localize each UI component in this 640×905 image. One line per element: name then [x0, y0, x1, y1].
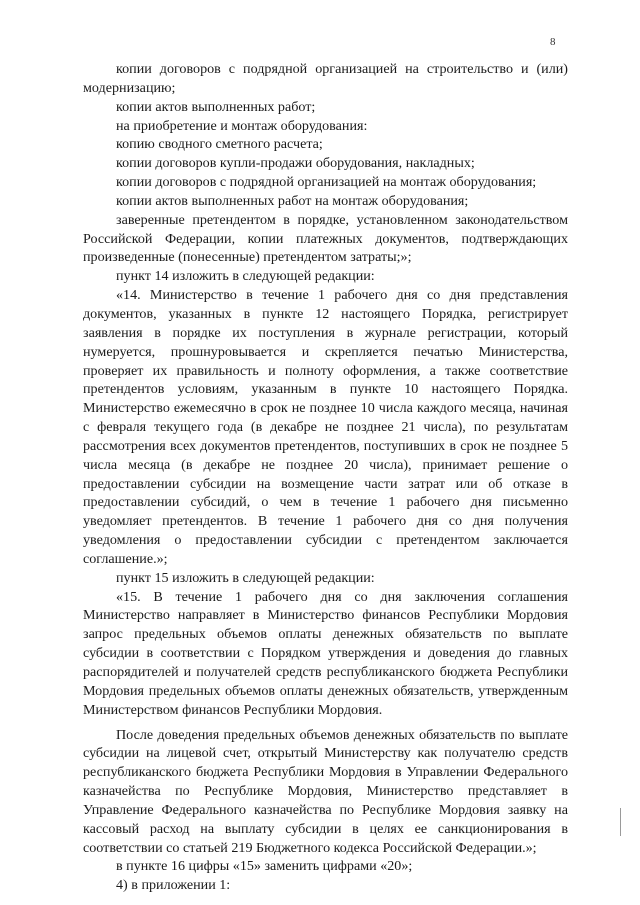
- paragraph: 4) в приложении 1:: [116, 877, 231, 894]
- page-number: 8: [550, 36, 556, 48]
- paragraph: После доведения предельных объемов денежных обязательств по выплате субсидии на лицевой счет, открытый Министерству как получателю средств республиканского бюджета Республики Мордовия в Управлении Федерального казначейства по Республике Мордовия, Министерство представляет в Управление Федерального казначейства по Республике Мордовия заявку на кассовый расход на выплату субсидии в целях ее санкционирования в соответствии со статьей 219 Бюджетного кодекса Российской Федерации.»;: [83, 726, 568, 856]
- paragraph: в пункте 16 цифры «15» заменить цифрами «20»;: [116, 858, 413, 875]
- document-body: [83, 60, 568, 895]
- paragraph: копию сводного сметного расчета;: [116, 136, 323, 153]
- paragraph: пункт 15 изложить в следующей редакции:: [116, 569, 375, 586]
- paragraph: копии актов выполненных работ на монтаж оборудования;: [116, 192, 469, 209]
- paragraph: копии договоров купли-продажи оборудования, накладных;: [116, 155, 475, 172]
- paragraph: «14. Министерство в течение 1 рабочего дня со дня представления документов, указанных в пункте 12 настоящего Порядка, регистрирует заявления в порядке их поступления в журнале регистрации, который нумеруется, прошнуровывается и скрепляется печатью Министерства, проверяет их правильность и полноту оформления, а также соответствие претендентов условиям, указанным в пункте 10 настоящего Порядка. Министерство ежемесячно в срок не позднее 10 числа каждого месяца, начиная с февраля текущего года (в декабре не позднее 21 числа), по результатам рассмотрения всех документов претендентов, поступивших в срок не позднее 5 числа месяца (в декабре не позднее 20 числа), принимает решение о предоставлении субсидии на возмещение части затрат или об отказе в предоставлении субсидий, о чем в течение 1 рабочего дня письменно уведомляет претендентов. В течение 1 рабочего дня со дня получения уведомления о предоставлении субсидии с претендентом заключается соглашение.»;: [83, 287, 568, 567]
- paragraph: на приобретение и монтаж оборудования:: [116, 117, 368, 134]
- scan-edge-mark: [620, 808, 621, 836]
- paragraph: копии договоров с подрядной организацией на строительство и (или) модернизацию;: [83, 61, 568, 96]
- paragraph: копии актов выполненных работ;: [116, 98, 316, 115]
- paragraph: копии договоров с подрядной организацией на монтаж оборудования;: [116, 174, 537, 191]
- paragraph: заверенные претендентом в порядке, установленном законодательством Российской Федерации, копии платежных документов, подтверждающих произведенные (понесенные) претендентом затраты;»;: [83, 211, 568, 266]
- paragraph: «15. В течение 1 рабочего дня со дня заключения соглашения Министерство направляет в Министерство финансов Республики Мордовия запрос предельных объемов оплаты денежных обязательств по выплате субсидии в соответствии с Порядком утверждения и доведения до главных распорядителей и получателей средств республиканского бюджета Республики Мордовия предельных объемов оплаты денежных обязательств, утвержденным Министерством финансов Республики Мордовия.: [83, 588, 568, 718]
- paragraph: пункт 14 изложить в следующей редакции:: [116, 268, 375, 285]
